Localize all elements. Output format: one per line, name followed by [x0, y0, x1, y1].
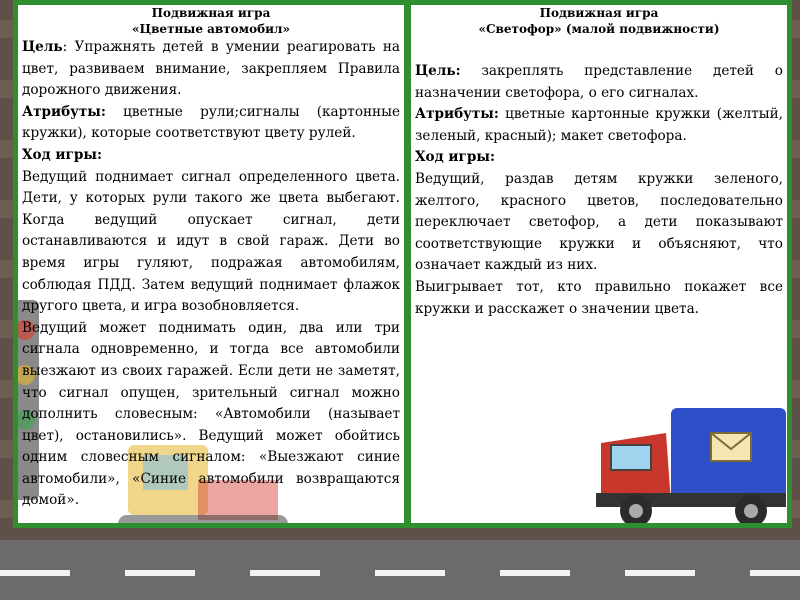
- left-goal: [22, 37, 400, 102]
- right-game-panel: [406, 0, 792, 528]
- right-paragraph-2: Выигрывает тот, кто правильно покажет все кружки и расскажет о значении цвета.: [415, 278, 783, 317]
- left-paragraph-1: Ведущий поднимает сигнал определенного цвета. Дети, у которых рули такого же цвета выбегают. Когда ведущий опускает сигнал, дети останавливаются и идут в свой гараж. Дети во время игры гуляют, подражая автомобилям, соблюдая ПДД. Затем ведущий поднимает флажок другого цвета, и игра возобновляется.: [22, 168, 400, 315]
- left-goal-label: Цель: [22, 39, 63, 55]
- road: [0, 540, 800, 600]
- left-attributes: [22, 102, 400, 145]
- right-paragraph-1: Ведущий, раздав детям кружки зеленого, желтого, красного цветов, последовательно переключает светофор, а дети показывают соответствующие кружки и объясняют, что означает каждый из них.: [415, 170, 783, 274]
- right-attrs-label: Атрибуты:: [415, 106, 499, 123]
- left-paragraph-2: Ведущий может поднимать один, два или три сигнала одновременно, и тогда все автомобили выезжают из своих гаражей. Если дети не заметят, что сигнал опущен, зрительный сигнал можно дополнить словесным: «Автомобили (называет цвет), остановились». Ведущий может обойтись одним словесным сигналом: «Выезжают синие автомобили», «Синие автомобили возвращаются домой».: [22, 319, 400, 509]
- right-course-label: Ход игры:: [415, 149, 495, 166]
- left-attrs-text: цветные рули;сигналы (картонные кружки), которые соответствуют цвету рулей.: [22, 103, 400, 142]
- right-attrs-text: цветные картонные кружки (желтый, зеленый, красный); макет светофора.: [415, 106, 783, 144]
- right-heading-line1: Подвижная игра: [539, 6, 659, 20]
- left-course-label: Ход игры:: [22, 146, 102, 163]
- right-goal-label: Цель:: [415, 63, 461, 79]
- right-goal-text: закреплять представление детей о назначении светофора, о его сигналах.: [415, 63, 783, 101]
- left-game-panel: [13, 0, 409, 528]
- right-goal: [415, 61, 783, 104]
- left-heading-line1: Подвижная игра: [151, 6, 271, 20]
- right-attributes: [415, 104, 783, 147]
- right-heading-line2: «Светофор» (малой подвижности): [478, 22, 720, 36]
- left-heading-line2: «Цветные автомобил»: [132, 22, 290, 36]
- left-attrs-label: Атрибуты:: [22, 103, 106, 120]
- left-goal-text: : Упражнять детей в умении реагировать на цвет, развиваем внимание, закрепляем Правила дорожного движения.: [22, 39, 400, 99]
- delivery-truck-icon: [571, 403, 791, 528]
